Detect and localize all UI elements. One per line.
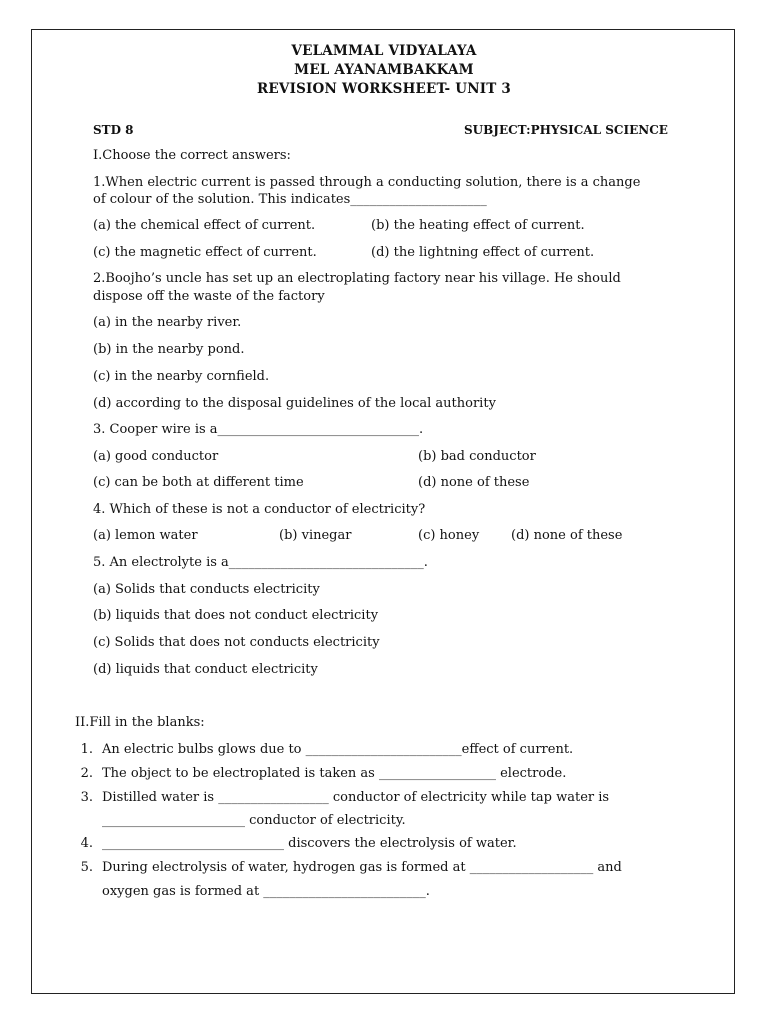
q5-option-b: (b) liquids that does not conduct electricity [93, 608, 379, 623]
fill-5-number: 5. [80, 860, 93, 875]
q2-option-a: (a) in the nearby river. [93, 315, 242, 330]
worksheet-title: REVISION WORKSHEET- UNIT 3 [256, 81, 511, 97]
q4-text: 4. Which of these is not a conductor of electricity? [93, 502, 426, 517]
q3-option-a: (a) good conductor [93, 449, 219, 464]
q5-option-c: (c) Solids that does not conducts electricity [93, 635, 380, 650]
q1-line2: of colour of the solution. This indicates_____________________ [93, 192, 487, 207]
fill-1-text: An electric bulbs glows due to ________________________effect of current. [102, 742, 574, 757]
q4-option-d: (d) none of these [511, 528, 623, 543]
q3-text: 3. Cooper wire is a_______________________________. [93, 422, 424, 437]
q1-option-d: (d) the lightning effect of current. [371, 245, 595, 260]
q2-line2: dispose off the waste of the factory [93, 289, 325, 304]
q3-option-d: (d) none of these [418, 475, 530, 490]
fill-2-number: 2. [80, 766, 93, 781]
fill-4-number: 4. [80, 836, 93, 851]
section1-title: I.Choose the correct answers: [93, 148, 291, 163]
q4-option-c: (c) honey [418, 528, 480, 543]
q1-option-b: (b) the heating effect of current. [371, 218, 585, 233]
q1-option-a: (a) the chemical effect of current. [93, 218, 316, 233]
q3-option-b: (b) bad conductor [418, 449, 536, 464]
school-place: MEL AYANAMBAKKAM [294, 62, 474, 78]
fill-1-number: 1. [80, 742, 93, 757]
fill-5-text-cont: oxygen gas is formed at _________________________. [102, 884, 430, 899]
fill-3-number: 3. [80, 790, 93, 805]
fill-5-text: During electrolysis of water, hydrogen gas is formed at ___________________ and [102, 860, 622, 875]
school-name: VELAMMAL VIDYALAYA [291, 43, 477, 59]
fill-3-text: Distilled water is _________________ conductor of electricity while tap water is [102, 790, 610, 805]
q4-option-b: (b) vinegar [279, 528, 352, 543]
section2-title: II.Fill in the blanks: [75, 715, 205, 730]
std-label: STD 8 [93, 123, 134, 137]
q2-line1: 2.Boojho’s uncle has set up an electroplating factory near his village. He should [93, 271, 621, 286]
fill-4-text: ____________________________ discovers the electrolysis of water. [102, 836, 517, 851]
fill-2-text: The object to be electroplated is taken as __________________ electrode. [102, 766, 567, 781]
q5-text: 5. An electrolyte is a______________________________. [93, 555, 428, 570]
q3-option-c: (c) can be both at different time [93, 475, 304, 490]
q4-option-a: (a) lemon water [93, 528, 198, 543]
q5-option-d: (d) liquids that conduct electricity [93, 662, 318, 677]
q5-option-a: (a) Solids that conducts electricity [93, 582, 320, 597]
fill-3-text-cont: ______________________ conductor of electricity. [102, 813, 406, 828]
q2-option-b: (b) in the nearby pond. [93, 342, 245, 357]
q2-option-d: (d) according to the disposal guidelines of the local authority [93, 396, 496, 411]
subject-label: SUBJECT:PHYSICAL SCIENCE [464, 123, 668, 137]
q1-line1: 1.When electric current is passed through a conducting solution, there is a change [93, 175, 641, 190]
q2-option-c: (c) in the nearby cornfield. [93, 369, 270, 384]
q1-option-c: (c) the magnetic effect of current. [93, 245, 317, 260]
